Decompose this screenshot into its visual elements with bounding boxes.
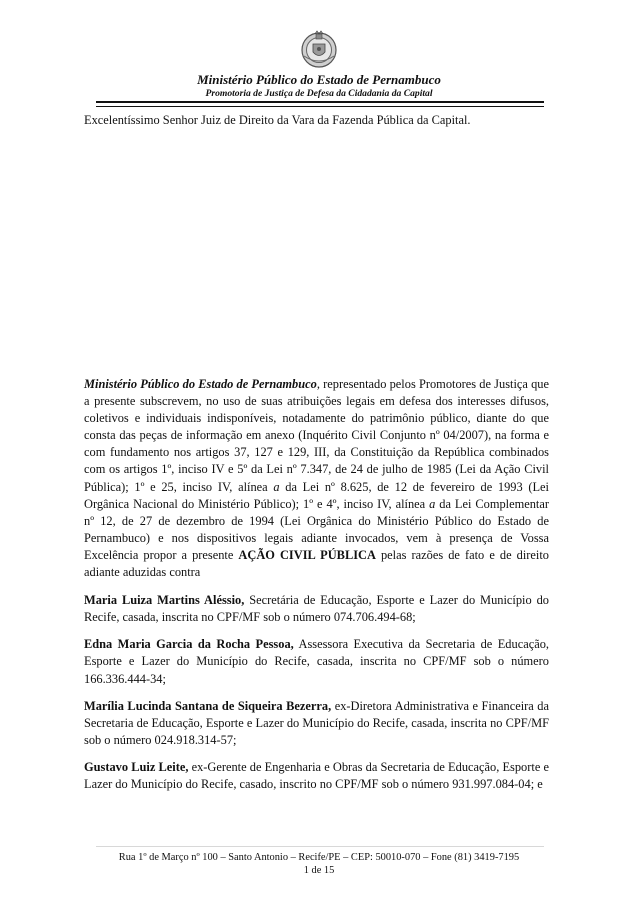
defendant-name: Marília Lucinda Santana de Siqueira Bezerra, [84,698,332,713]
coat-of-arms-seal-icon [298,28,340,70]
document-body [84,376,549,803]
footer-address: Rua 1º de Março nº 100 – Santo Antonio – Recife/PE – CEP: 50010-070 – Fone (81) 3419-7195 [118,852,520,863]
defendant-name: Maria Luiza Martins Aléssio, [84,593,245,608]
addressee-line: Excelentíssimo Senhor Juiz de Direito da Vara da Fazenda Pública da Capital. [84,113,471,127]
header-organization: Ministério Público do Estado de Pernambuco [197,72,441,87]
action-title: AÇÃO CIVIL PÚBLICA [238,547,376,562]
defendant-name: Edna Maria Garcia da Rocha Pessoa, [84,637,294,652]
header-department: Promotoria de Justiça de Defesa da Cidadania da Capital [205,88,433,99]
intro-paragraph: Ministério Público do Estado de Pernambuco, representado pelos Promotores de Justiça que a presente subscrevem, no uso de suas atribuições legais em defesa dos interesses difusos, coletivos e individuais indisponíveis, notadamente do patrimônio público, diante do que consta das peças de informação em anexo (Inquérito Civil Conjunto nº 04/2007), na forma e com fundamento nos artigos 37, 127 e 129, III, da Constituição da República combinados com os artigos 1º, inciso IV e 5º da Lei nº 7.347, de 24 de julho de 1985 (Lei da Ação Civil Pública); 1º e 25, inciso IV, alínea a da Lei nº 8.625, de 12 de fevereiro de 1993 (Lei Orgânica Nacional do Ministério Público); 1º e 4º, inciso IV, alínea a da Lei Complementar nº 12, de 27 de dezembro de 1994 (Lei Orgânica do Ministério Público do Estado de Pernambuco) e nos dispositivos legais adiante invocados, vem à presença de Vossa Excelência propor a presente AÇÃO CIVIL PÚBLICA pelas razões de fato e de direito adiante aduzidas contra [84,377,549,580]
defendant-paragraph: Edna Maria Garcia da Rocha Pessoa, Assessora Executiva da Secretaria de Educação, Esporte e Lazer do Município do Recife, casada, inscrita no CPF/MF sob o número 166.336.444-34; [84,637,549,686]
defendant-paragraph: Maria Luiza Martins Aléssio, Secretária de Educação, Esporte e Lazer do Município do Recife, casada, inscrita no CPF/MF sob o número 074.706.494-68; [84,593,549,625]
defendant-name: Gustavo Luiz Leite, [84,759,189,774]
header-rule-thin [96,106,544,107]
defendant-paragraph: Gustavo Luiz Leite, ex-Gerente de Engenharia e Obras da Secretaria de Educação, Esporte e Lazer do Município do Recife, casado, inscrito no CPF/MF sob o número 931.997.084-04; e [84,759,549,791]
page-number: 1 de 15 [303,865,335,876]
party-name: Ministério Público do Estado de Pernambuco [84,377,317,391]
header-rule-thick [96,101,544,103]
footer-rule [96,846,544,847]
defendant-paragraph: Marília Lucinda Santana de Siqueira Bezerra, ex-Diretora Administrativa e Financeira da Secretaria de Educação, Esporte e Lazer do Município do Recife, casada, inscrita no CPF/MF sob o número 024.918.314-57; [84,698,549,747]
